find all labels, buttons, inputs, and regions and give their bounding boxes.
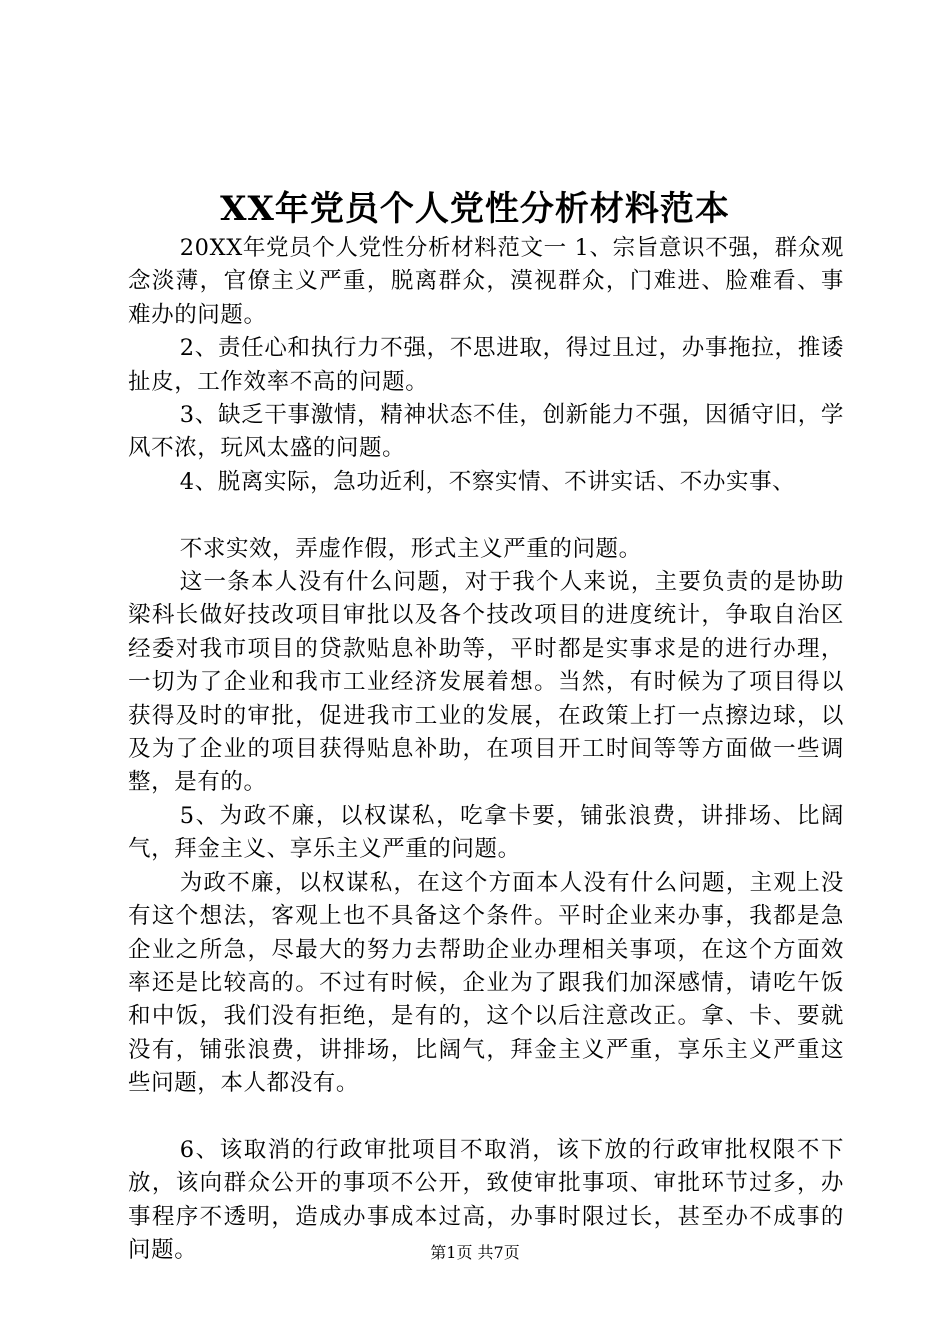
paragraph-item-4-continued: 不求实效，弄虚作假，形式主义严重的问题。 <box>179 535 642 562</box>
paragraph-gap <box>128 1101 844 1134</box>
paragraph-item-3: 3、缺乏干事激情，精神状态不佳，创新能力不强，因循守旧，学风不浓，玩风太盛的问题。 <box>128 402 844 462</box>
page-footer: 第1页 共7页 <box>430 1243 520 1262</box>
paragraph-item-5: 5、为政不廉，以权谋私，吃拿卡要，铺张浪费，讲排场、比阔气，拜金主义、享乐主义严重的问题。 <box>128 802 844 863</box>
paragraph-gap <box>128 499 844 532</box>
paragraph-item-5-response: 为政不廉，以权谋私，在这个方面本人没有什么问题，主观上没有这个想法，客观上也不具备这个条件。平时企业来办事，我都是急企业之所急，尽最大的努力去帮助企业办理相关事项，在这个方面效率还是比较高的。不过有时候，企业为了跟我们加深感情，请吃午饭和中饭，我们没有拒绝，是有的，这个以后注意改正。拿、卡、要就没有，铺张浪费，讲排场，比阔气，拜金主义严重，享乐主义严重这些问题，本人都没有。 <box>128 869 844 1097</box>
paragraph-item-6: 6、该取消的行政审批项目不取消，该下放的行政审批权限不下放，该向群众公开的事项不公开，致使审批事项、审批环节过多，办事程序不透明，造成办事成本过高，办事时限过长，甚至办不成事的问题。 <box>128 1136 844 1264</box>
paragraph-item-4-response: 这一条本人没有什么问题，对于我个人来说，主要负责的是协助梁科长做好技改项目审批以及各个技改项目的进度统计，争取自治区经委对我市项目的贷款贴息补助等，平时都是实事求是的进行办理，一切为了企业和我市工业经济发展着想。当然，有时候为了项目得以获得及时的审批，促进我市工业的发展，在政策上打一点擦边球，以及为了企业的项目获得贴息补助，在项目开工时间等等方面做一些调整，是有的。 <box>128 569 844 796</box>
paragraph-item-2: 2、责任心和执行力不强，不思进取，得过且过，办事拖拉，推诿扯皮，工作效率不高的问题。 <box>128 335 844 395</box>
document-body <box>128 232 844 1268</box>
paragraph-item-4: 4、脱离实际，急功近利，不察实情、不讲实话、不办实事、 <box>179 468 796 495</box>
document-title: XX年党员个人党性分析材料范本 <box>220 189 730 229</box>
paragraph-intro-item-1: 20XX年党员个人党性分析材料范文一 1、宗旨意识不强，群众观念淡薄，官僚主义严重，脱离群众，漠视群众，门难进、脸难看、事难办的问题。 <box>128 235 844 328</box>
